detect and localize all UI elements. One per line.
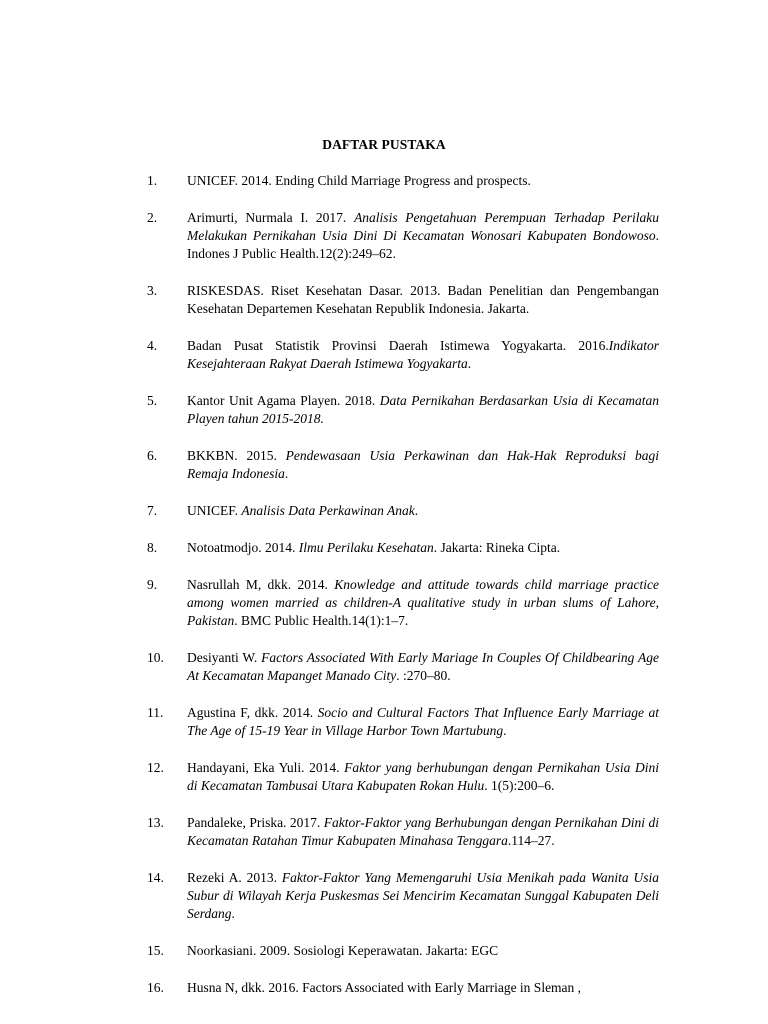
reference-segment: . 1(5):200–6. [484,778,555,793]
reference-title: Analisis Data Perkawinan Anak [241,503,415,518]
reference-number: 14. [147,870,164,885]
reference-text [187,759,659,795]
reference-segment: . BMC Public Health.14(1):1–7. [234,613,409,628]
reference-number: 15. [147,943,164,958]
reference-title: Faktor yang berhubungan dengan Pernikahan Usia Dini di Kecamatan Tambusai Utara Kabupaten Rokan Hulu [187,760,660,793]
reference-text [187,337,659,373]
reference-text [187,172,659,190]
reference-item [0,447,768,483]
reference-item [0,704,768,740]
reference-segment: . [231,906,235,921]
reference-title: Socio and Cultural Factors That Influence Early Marriage at The Age of 15-19 Year in Village Harbor Town Martubung [187,705,659,738]
reference-segment: . [467,356,472,371]
reference-segment: Pandaleke, Priska. 2017. [187,815,324,830]
reference-title: Data Pernikahan Berdasarkan Usia di Kecamatan Playen tahun 2015-2018. [187,393,659,426]
reference-segment: UNICEF. [187,503,242,518]
reference-text [187,814,659,850]
reference-item [0,337,768,373]
reference-number: 5. [147,393,158,408]
reference-segment: . [503,723,507,738]
reference-number: 9. [147,577,158,592]
reference-segment: . :270–80. [396,668,451,683]
reference-number: 12. [147,760,164,775]
reference-item [0,649,768,685]
reference-text [187,539,659,557]
reference-segment: . [284,466,289,481]
reference-segment: Agustina F, dkk. 2014. [187,705,318,720]
reference-title: Pendewasaan Usia Perkawinan dan Hak-Hak Reproduksi bagi Remaja Indonesia [187,448,659,481]
reference-text [187,502,659,520]
reference-text [187,576,659,630]
reference-segment: . Indones J Public Health.12(2):249–62. [187,228,659,261]
reference-number: 2. [147,210,158,225]
reference-segment: Notoatmodjo. 2014. [187,540,299,555]
reference-text [187,704,659,740]
reference-text [187,649,659,685]
reference-title: Factors Associated With Early Mariage In Couples Of Childbearing Age At Kecamatan Mapanget Manado City [187,650,659,683]
reference-segment: UNICEF. 2014. Ending Child Marriage Progress and prospects. [187,173,531,188]
reference-number: 4. [147,338,158,353]
reference-segment: BKKBN. 2015. [187,448,286,463]
reference-title: Faktor-Faktor yang Berhubungan dengan Pernikahan Dini di Kecamatan Ratahan Timur Kabupaten Minahasa Tenggara [187,815,659,848]
reference-segment: Rezeki A. 2013. [187,870,282,885]
reference-item [0,869,768,923]
reference-item [0,539,768,557]
reference-title: Ilmu Perilaku Kesehatan [298,540,434,555]
reference-title: Analisis Pengetahuan Perempuan Terhadap Perilaku Melakukan Pernikahan Usia Dini Di Kecamatan Wonosari Kabupaten Bondowoso [187,210,659,243]
reference-text [187,392,659,428]
reference-number: 16. [147,980,164,995]
reference-item [0,172,768,190]
reference-title: Faktor-Faktor Yang Memengaruhi Usia Menikah pada Wanita Usia Subur di Wilayah Kerja Puskesmas Sei Mencirim Kecamatan Sunggal Kabupaten Deli Serdang [187,870,659,921]
reference-segment: Noorkasiani. 2009. Sosiologi Keperawatan. Jakarta: EGC [187,943,499,958]
reference-text [187,447,659,483]
reference-item [0,209,768,263]
reference-number: 10. [147,650,164,665]
reference-segment: . Jakarta: Rineka Cipta. [433,540,561,555]
reference-number: 6. [147,448,158,463]
reference-item [0,979,768,997]
reference-number: 1. [147,173,158,188]
reference-item [0,942,768,960]
reference-text [187,209,659,263]
reference-item [0,502,768,520]
reference-item [0,282,768,318]
reference-item [0,759,768,795]
reference-segment: Badan Pusat Statistik Provinsi Daerah Istimewa Yogyakarta. 2016. [187,338,609,353]
reference-segment: Arimurti, Nurmala I. 2017. [187,210,355,225]
reference-segment: Nasrullah M, dkk. 2014. [187,577,335,592]
page-title: DAFTAR PUSTAKA [322,137,446,152]
reference-segment: .114–27. [507,833,555,848]
reference-text [187,979,659,997]
reference-title: Indikator Kesejahteraan Rakyat Daerah Istimewa Yogyakarta [187,338,659,371]
reference-segment: Kantor Unit Agama Playen. 2018. [187,393,380,408]
reference-number: 11. [147,705,164,720]
reference-item [0,814,768,850]
reference-text [187,282,659,318]
reference-segment: . [414,503,419,518]
reference-segment: Handayani, Eka Yuli. 2014. [187,760,345,775]
reference-text [187,942,659,960]
reference-number: 7. [147,503,158,518]
reference-title: Knowledge and attitude towards child marriage practice among women married as children-A qualitative study in urban slums of Lahore, Pakistan [187,577,659,628]
reference-text [187,869,659,923]
reference-segment: RISKESDAS. Riset Kesehatan Dasar. 2013. Badan Penelitian dan Pengembangan Kesehatan Departemen Kesehatan Republik Indonesia. Jakarta. [187,283,659,316]
reference-number: 8. [147,540,158,555]
reference-segment: Husna N, dkk. 2016. Factors Associated with Early Marriage in Sleman , [187,980,582,995]
reference-number: 3. [147,283,158,298]
reference-item [0,576,768,630]
reference-segment: Desiyanti W. [187,650,262,665]
reference-list [0,172,768,1016]
reference-number: 13. [147,815,164,830]
reference-item [0,392,768,428]
